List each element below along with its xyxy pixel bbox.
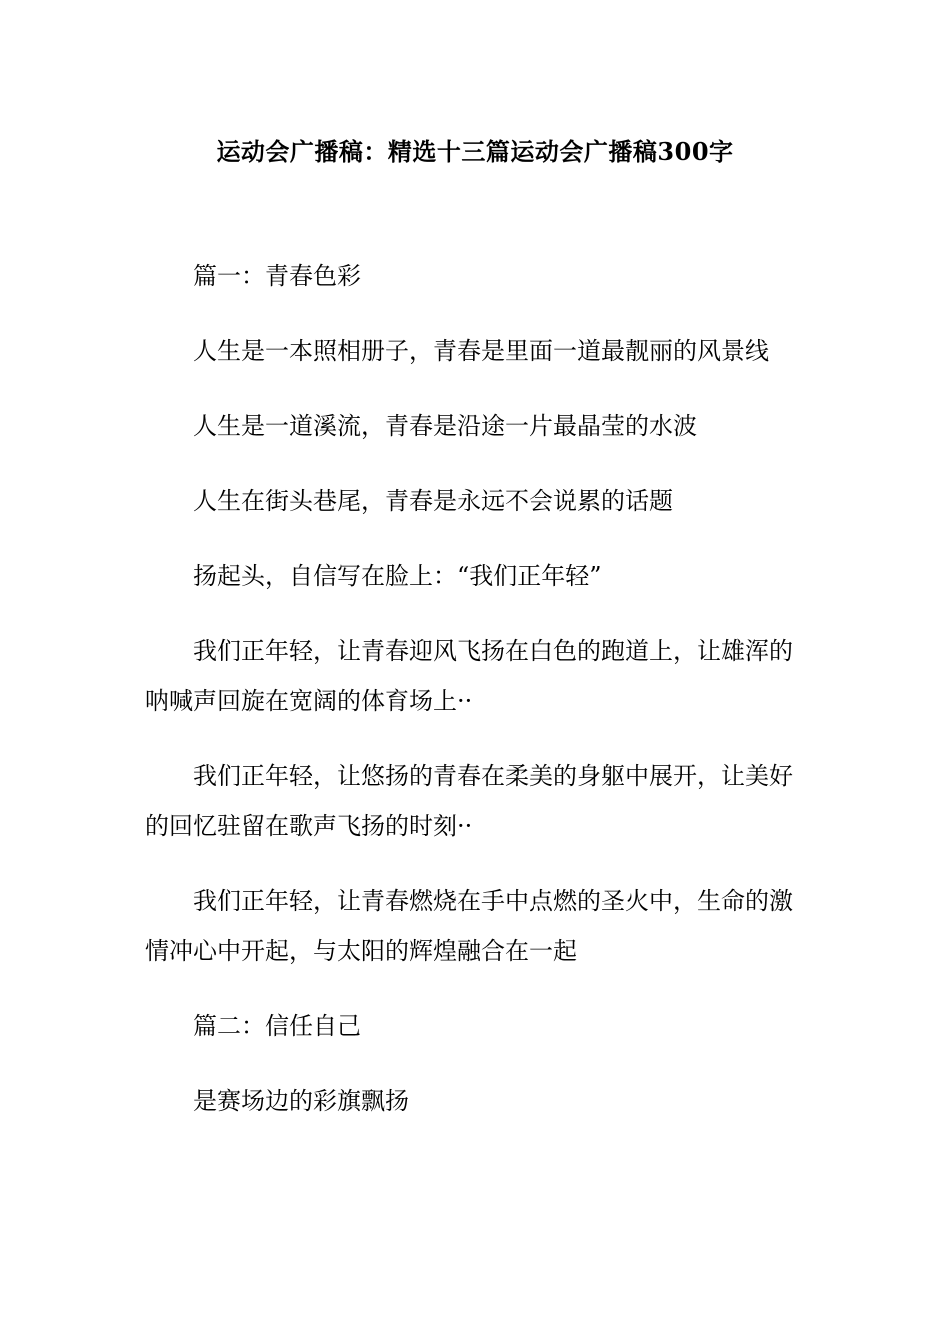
paragraph: 扬起头，自信写在脸上：“我们正年轻” xyxy=(193,562,602,590)
document-body xyxy=(145,251,808,1151)
paragraph: 是赛场边的彩旗飘扬 xyxy=(193,1087,409,1115)
paragraph: 我们正年轻，让青春迎风飞扬在白色的跑道上，让雄浑的呐喊声回旋在宽阔的体育场上·· xyxy=(145,637,793,715)
section-heading: 篇一：青春色彩 xyxy=(193,262,361,290)
paragraph: 人生是一道溪流，青春是沿途一片最晶莹的水波 xyxy=(193,412,697,440)
paragraph: 我们正年轻，让青春燃烧在手中点燃的圣火中，生命的激情冲心中开起，与太阳的辉煌融合在一起 xyxy=(145,887,793,965)
paragraph: 我们正年轻，让悠扬的青春在柔美的身躯中展开，让美好的回忆驻留在歌声飞扬的时刻·· xyxy=(145,762,793,840)
paragraph: 人生是一本照相册子，青春是里面一道最靓丽的风景线 xyxy=(193,337,769,365)
document-title: 运动会广播稿：精选十三篇运动会广播稿300字 xyxy=(216,137,734,166)
paragraph: 人生在街头巷尾，青春是永远不会说累的话题 xyxy=(193,487,673,515)
section-heading: 篇二：信任自己 xyxy=(193,1012,361,1040)
